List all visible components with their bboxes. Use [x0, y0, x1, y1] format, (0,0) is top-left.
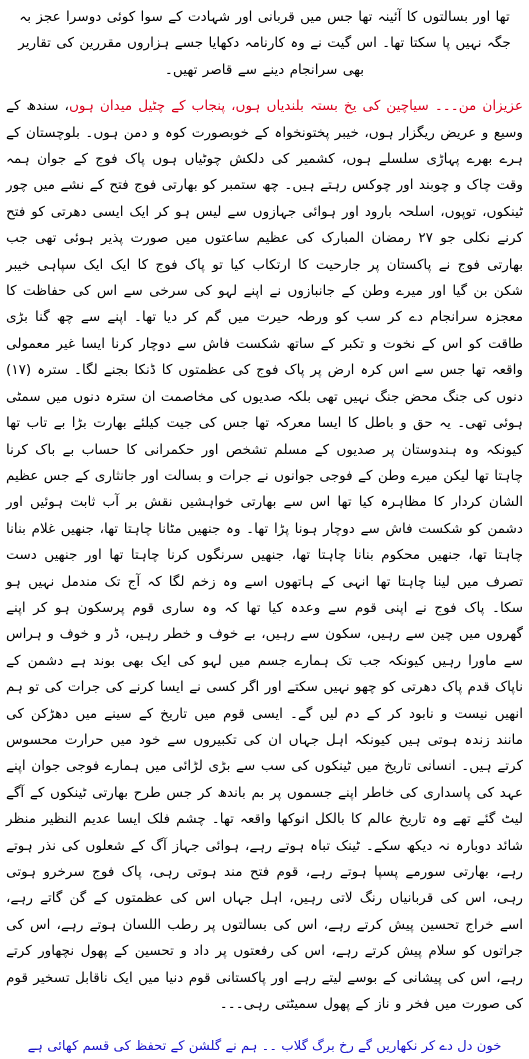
main-paragraph-body: ، سندھ کے وسیع و عریض ریگزار ہوں، خیبر پختونخواہ کے خوبصورت کوہ و دمن ہوں۔ بلوچستان کے ہرے بھرے پہاڑی سلسلے ہوں، کشمیر کی دلکش چوٹیاں ہوں پاک فوج کے جوان ہمہ وقت چاک و چوبند اور چوکس رہتے ہیں۔ چھ ستمبر کو بھارتی فوج فتح کے نشے میں چور ٹینکوں، توپوں، اسلحہ بارود اور ہوائی جہازوں سے لیس ہو کر ایک ایسی دھرتی کو فتح کرنے نکلی جو ۲۷ رمضان المبارک کی عظیم ساعتوں میں صورت پذیر ہوئی تھی جب بھارتی فوج نے پاکستان پر جارحیت کا ارتکاب کیا تو پاک فوج کا ایک ایک سپاہی خیبر شکن بن گیا اور میرے وطن کے جانبازوں نے اپنے لہو کی سرخی سے اس کی حفاظت کا معجزہ سرانجام دے کر سب کو ورطہ حیرت میں گم کر دیا تھا۔ اپنے سے چھ گنا بڑی طاقت کو اس کے نخوت و تکبر کے ساتھ شکست فاش سے دوچار کرنا ایسا غیر معمولی واقعہ تھا جس سے اس کرہ ارض پر پاک فوج کی عظمتوں کا ڈنکا بجنے لگا۔ سترہ (۱۷) دنوں کی جنگ محض جنگ نہیں تھی بلکہ صدیوں کی مخاصمت ان سترہ دنوں میں سمٹی ہوئی تھی۔ یہ حق و باطل کا ایسا معرکہ تھا جس کی جیت کیلئے بھارت بڑا بے تاب تھا کیونکہ وہ ہندوستان پر صدیوں کے مسلم تشخص اور حکمرانی کا حساب بے باک کرنا چاہتا تھا لیکن میرے وطن کے فوجی جوانوں نے جرات و بسالت اور جانثاری کے جس عظیم الشان کردار کا مظاہرہ کیا تھا اس سے بھارتی خواہشیں نقش بر آب ثابت ہوئیں اور دشمن کو شکست فاش سے دوچار ہونا پڑا تھا۔ وہ جنھیں مٹانا چاہتا تھا، جنھیں غلام بنانا چاہتا تھا، جنھیں محکوم بنانا چاہتا تھا، جنھیں سرنگوں کرنا چاہتا تھا اور جنھیں دست تصرف میں لینا چاہتا تھا انہی کے ہاتھوں اسے وہ زخم لگا کہ آج تک مندمل نہیں ہو سکا۔ پاک فوج نے اپنی قوم سے وعدہ کیا تھا کہ وہ ساری قوم پرسکون ہو کر اپنے گھروں میں چین سے رہیں، سکون سے رہیں، بے خوف و خطر رہیں، ڈر و خوف و ہراس سے ماورا رہیں کیونکہ جب تک ہمارے جسم میں لہو کی ایک بھی بوند ہے دشمن کے ناپاک قدم پاک دھرتی کو چھو نہیں سکتے اور اگر کسی نے ایسا کرنے کی جرات کی تو ہم انھیں نیست و نابود کر کے دم لیں گے۔ ایسی قوم میں تاریخ کے سینے میں دھڑکن کی مانند زندہ ہوتی ہیں کیونکہ اہل جہاں ان کی تکبیروں سے خود میں حرارت محسوس کرتے ہیں۔ انسانی تاریخ میں ٹینکوں کی سب سے بڑی لڑائی میں ہمارے فوجی جوان اپنے عہد کی پاسداری کی خاطر اپنے جسموں پر بم باندھ کر جس طرح بھارتی ٹینکوں کے آگے لیٹ گئے تھے وہ تاریخ عالم کا بالکل انوکھا واقعہ تھا۔ چشم فلک ایسا عدیم النظیر منظر شائد دوبارہ نہ دیکھ سکے۔ ٹینک تباہ ہوتے رہے، ہوائی جہاز آگ کے شعلوں کی نذر ہوتے رہے، بھارتی سورمے پسپا ہوتے رہے، قوم فتح مند ہوتی رہی، پاک فوج سرخرو ہوتی رہی، اس کی قربانیاں رنگ لاتی رہیں، اہل جہاں اس کی عظمتوں کے گن گاتے رہے، اسے خراج تحسین پیش کرتے رہے، اس کی بسالتوں پر رطب اللسان ہوتے رہے، اس کی جراتوں کو سلام پیش کرتے رہے، اس کی رفعتوں پر داد و تحسین کے پھول نچھاور کرتے رہے، اس کی پیشانی کے بوسے لیتے رہے اور پاکستانی قوم دنیا میں ایک ناقابل تسخیر قوم کی صورت میں فخر و ناز کے پھول سمیٹتی رہی۔۔۔ — [6, 98, 523, 1013]
closing-verse: خون دل دے کر نکھاریں گے رخ برگ گلاب ۔۔ ہم نے گلشن کے تحفظ کی قسم کھائی ہے — [27, 1039, 502, 1055]
highlighted-phrase: سیاچین کی یخ بستہ بلندیاں ہوں، پنجاب کے چٹیل میدان ہوں — [68, 98, 429, 115]
main-paragraph — [6, 93, 523, 1017]
article-page — [6, 4, 523, 1055]
salutation: عزیزان من۔۔۔ — [434, 98, 523, 115]
intro-paragraph: تھا اور بسالتوں کا آئینہ تھا جس میں قربانی اور شہادت کے سوا کوئی دوسرا عجز بہ جگہ نہیں پا سکتا تھا۔ اس گیت نے وہ کارنامہ دکھایا جسے ہزاروں مقررین کی تقاریر بھی سرانجام دینے سے قاصر تھیں۔ — [18, 9, 511, 78]
